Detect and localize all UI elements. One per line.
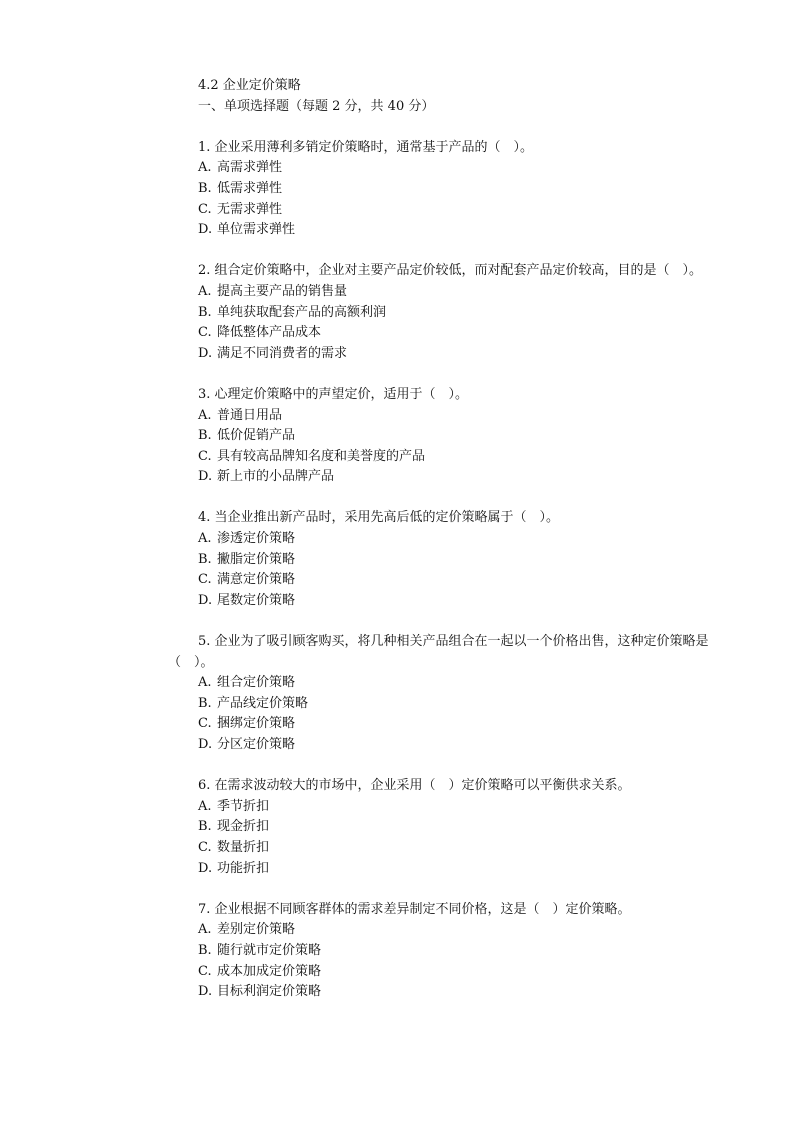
option-letter: C. [198,201,212,217]
option-letter: B. [198,304,212,320]
option-b [168,179,724,200]
option-letter: D. [198,592,213,608]
option-d [168,982,724,1003]
option-text: 单位需求弹性 [217,222,296,238]
option-letter: C. [198,448,212,464]
option-d [168,591,724,612]
question-5 [168,632,724,756]
section-title: 4.2 企业定价策略 [198,78,301,93]
option-text: 尾数定价策略 [217,592,296,608]
spacer [168,879,724,900]
option-text: 具有较高品牌知名度和美誉度的产品 [217,448,426,464]
option-text: 满足不同消费者的需求 [217,345,348,361]
option-c [168,323,724,344]
option-letter: A. [198,922,212,938]
option-d [168,344,724,365]
question-6 [168,776,724,879]
option-text: 产品线定价策略 [217,695,309,711]
question-stem: 2. 组合定价策略中，企业对主要产品定价较低，而对配套产品定价较高，目的是（ ）。 [198,263,703,279]
spacer [168,611,724,632]
option-text: 新上市的小品牌产品 [217,469,335,485]
option-letter: A. [198,531,212,547]
option-text: 现金折扣 [217,819,270,835]
option-a [168,529,724,550]
option-text: 差别定价策略 [217,922,296,938]
option-c [168,570,724,591]
question-stem: 4. 当企业推出新产品时，采用先高后低的定价策略属于（ ）。 [198,510,560,526]
option-a [168,158,724,179]
option-text: 撇脂定价策略 [217,551,296,567]
option-c [168,200,724,221]
question-3 [168,385,724,488]
option-text: 低需求弹性 [217,180,283,196]
option-text: 无需求弹性 [217,201,283,217]
option-text: 成本加成定价策略 [217,963,322,979]
option-letter: C. [198,839,212,855]
part-title: 一、单项选择题（每题 2 分，共 40 分） [198,98,435,114]
question-4 [168,508,724,611]
option-text: 低价促销产品 [217,428,296,444]
question-2 [168,261,724,364]
option-text: 降低整体产品成本 [217,325,322,341]
question-stem: 1. 企业采用薄利多销定价策略时，通常基于产品的（ ）。 [198,139,534,155]
option-text: 目标利润定价策略 [217,984,322,1000]
option-b [168,550,724,571]
option-d [168,735,724,756]
option-text: 数量折扣 [217,839,270,855]
option-a [168,406,724,427]
option-letter: C. [198,963,212,979]
option-a [168,673,724,694]
option-c [168,962,724,983]
option-letter: D. [198,469,213,485]
option-letter: B. [198,180,212,196]
option-text: 分区定价策略 [217,737,296,752]
option-letter: B. [198,819,212,835]
question-stem: 6. 在需求波动较大的市场中，企业采用（ ）定价策略可以平衡供求关系。 [198,778,631,794]
spacer [168,364,724,385]
option-text: 渗透定价策略 [217,531,296,547]
option-letter: A. [198,160,212,176]
option-b [168,426,724,447]
option-letter: A. [198,407,212,423]
option-d [168,220,724,241]
option-text: 组合定价策略 [217,675,296,691]
option-text: 捆绑定价策略 [217,716,296,732]
option-letter: A. [198,798,212,814]
option-b [168,694,724,715]
question-stem: 3. 心理定价策略中的声望定价，适用于（ ）。 [198,386,469,402]
option-letter: A. [198,283,212,299]
option-c [168,447,724,468]
option-letter: C. [198,572,212,588]
spacer [168,117,724,138]
option-letter: D. [198,860,213,876]
option-letter: C. [198,716,212,732]
option-text: 季节折扣 [217,798,270,814]
option-d [168,859,724,880]
question-1 [168,138,724,241]
option-b [168,941,724,962]
question-stem: 7. 企业根据不同顾客群体的需求差异制定不同价格，这是（ ）定价策略。 [198,901,631,917]
document-content [168,76,724,1003]
option-letter: D. [198,984,213,1000]
option-letter: B. [198,695,212,711]
option-a [168,282,724,303]
option-c [168,714,724,735]
option-text: 普通日用品 [217,407,283,423]
option-letter: D. [198,345,213,361]
option-text: 功能折扣 [217,860,270,876]
option-text: 提高主要产品的销售量 [217,283,348,299]
option-c [168,838,724,859]
option-letter: D. [198,737,213,752]
question-7 [168,900,724,1003]
spacer [168,756,724,777]
option-letter: A. [198,675,212,691]
option-b [168,303,724,324]
option-text: 满意定价策略 [217,572,296,588]
option-letter: D. [198,222,213,238]
option-letter: B. [198,942,212,958]
option-text: 随行就市定价策略 [217,942,322,958]
question-stem: 5. 企业为了吸引顾客购买，将几种相关产品组合在一起以一个价格出售，这种定价策略是（ ）。 [168,634,709,670]
spacer [168,241,724,262]
option-a [168,920,724,941]
option-letter: C. [198,325,212,341]
option-b [168,817,724,838]
option-text: 高需求弹性 [217,160,283,176]
option-letter: B. [198,428,212,444]
spacer [168,488,724,509]
option-d [168,467,724,488]
option-letter: B. [198,551,212,567]
option-text: 单纯获取配套产品的高额利润 [217,304,387,320]
option-a [168,797,724,818]
